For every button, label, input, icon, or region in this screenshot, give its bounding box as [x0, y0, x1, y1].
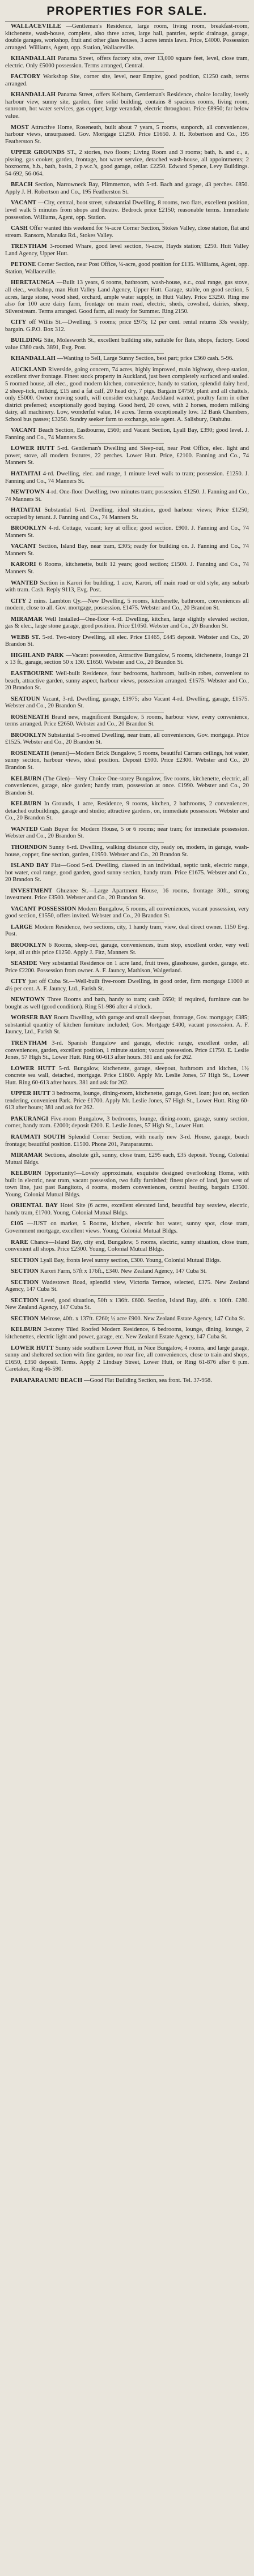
ad-body-text: 3 bedrooms, lounge, dining-room, kitchenette, garage, Govt. loan; just on, section tendering, convenient Park. Price £1700. Apply Mr. Leslie Jones, 57 High St., Lower Hutt. Ring 60-613 after hours; 381 and ask for 262. [5, 1090, 249, 1111]
ad-body-text: Cash Buyer for Modern House, 5 or 6 rooms; near tram; for immediate possession. Webster and Co., 20 Brandon St. [5, 826, 249, 840]
ad-lead-word: CITY [11, 598, 27, 604]
classified-ad [5, 543, 249, 557]
ad-body-text: —Good Flat Building Section, sea front. Tel. 37-958. [83, 1377, 212, 1384]
classified-ad [5, 1116, 249, 1130]
classified-ad [5, 1280, 249, 1294]
ad-body-text: Sunny side southern Lower Hutt, in Nice Bungalow, 4 rooms, and large garage, sunny and sheltered section with fine garden, no rear fire, all conveniences, close to train and shops, £1650, £350 deposit. Terms. Apply 2 Lindsay Street, Lower Hutt, or Ring 61-876 after 6 p.m. Caretaker, Ring 46-590. [5, 1345, 249, 1373]
classified-ad [5, 616, 249, 630]
classified-ad [5, 750, 249, 772]
classified-ad [5, 355, 249, 363]
ad-body-text: Chance—Island Bay, city end, Bungalow, 5 rooms, electric, sunny situation, close tram, convenient all shops. Price £2300. Young, Colonial Mutual Bldgs. [5, 1239, 249, 1253]
ad-separator-rule [90, 179, 164, 180]
ad-body-text: Brand new, magnificent Bungalow, 5 rooms, harbour view, every convenience, terms arranged. Price £2650. Webster and Co., 20 Brandon St. [5, 714, 249, 728]
ad-body-text: off Willis St.—Dwelling, 5 rooms; price £975; 12 per cent. rental returns 33s weekly; bargain. G.P.O. Box 312. [5, 319, 249, 333]
ad-lead-word: LOWER HUTT [11, 445, 55, 452]
classified-ad [5, 1090, 249, 1112]
ad-body-text: Hotel Site (6 acres, excellent elevated land, beautiful bay seaview, electric, handy tram, £1700. Young, Colonial Mutual Bldgs. [5, 1203, 249, 1216]
classified-ad [5, 367, 249, 423]
ad-body-text: Room Dwelling, with garage and small sleepout, frontage, Gov. mortgage; £385; substantial quantity of kitchen furniture included; Gov. Mortgage £400, vacant possession. A. F. Jauncy, Ltd., Farish St. [5, 1015, 249, 1036]
classified-ad [5, 1239, 249, 1253]
ad-lead-word: KHANDALLAH [11, 92, 56, 98]
ad-lead-word: KHANDALLAH [11, 55, 56, 62]
classified-ad [5, 280, 249, 315]
ad-separator-rule [90, 559, 164, 560]
ad-lead-word: EASTBOURNE [11, 671, 53, 677]
classified-ad [5, 1257, 249, 1265]
ad-lead-word: LOWER HUTT [11, 1065, 56, 1072]
ad-lead-word: UPPER GROUNDS [11, 149, 65, 156]
ad-lead-word: VACANT POSSESSION [11, 905, 77, 912]
ad-separator-rule [90, 668, 164, 669]
classified-ad [5, 1015, 249, 1036]
ad-lead-word: NEWTOWN [11, 997, 45, 1003]
classified-ad [5, 942, 249, 956]
ad-lead-word: RAUMATI SOUTH [11, 1134, 66, 1140]
classified-ad [5, 671, 249, 692]
classified-ad [5, 1221, 249, 1235]
ad-lead-word: MOST [11, 124, 29, 131]
ad-lead-word: BROOKLYN [11, 525, 46, 532]
ad-separator-rule [90, 976, 164, 977]
ad-lead-word: RARE [11, 1239, 28, 1246]
ad-body-text: 6 Rooms, sleep-out, garage, conveniences, tram stop, excellent order, very well kept, all at this price £1250. Apply J. Fitz, Manners St. [5, 942, 249, 956]
ad-body-text: Riverside, going concern, 74 acres, highly improved, main highway, sheep station, excellent river frontage. Finest stock property in Auckland, just been completely surfaced and sealed. 5 roomed house, all elec., good modern kitchen, convenience, handy to station, splendid dairy herd, 2 sheep-tick, milking, £15 and a fat calf, 20 head dry, 7 pigs. Bargain £4750; plant and all chattels, only £5000. Owner moving south, will consider exchange. Auckland wanted, poultry farm in other district preferred; exceptionally good buying. Good herd, 20 cows, with 2 horses, modern milking dairy, all machinery. Low, wonderful value, 14 acres. Terms exceptionally low. 12 Bank Chambers, School bus passes; £3250. Sundry seeker farm to exchange, sole agent. A. Salisbury, Otahuhu. [5, 366, 249, 423]
ad-body-text: Wadestown Road, splendid view, Victoria Terrace, selected, £375. New Zealand Agency, 147 Cuba St. [5, 1279, 249, 1293]
classified-ad [5, 1377, 249, 1385]
classified-ad [5, 997, 249, 1011]
ad-lead-word: TRENTHAM [11, 1040, 47, 1046]
classified-ad [5, 1203, 249, 1217]
ad-separator-rule [90, 1012, 164, 1013]
ad-separator-rule [90, 425, 164, 426]
ad-body-text: Melrose, 40ft. x 137ft. £260; ½ acre £900. New Zealand Estate Agency, 147 Cuba St. [40, 1315, 245, 1322]
classified-ad [5, 1152, 249, 1166]
ad-lead-word: SEATOUN [11, 695, 40, 702]
ad-body-text: 5-rd. Two-story Dwelling, all elec. Price £1465, £445 deposit. Webster and Co., 20 Brandon St. [5, 634, 249, 648]
ad-lead-word: PETONE [11, 261, 36, 268]
classified-ad [5, 862, 249, 884]
ad-body-text: Sections, absolute gift, sunny, close tram, £295 each, £35 deposit. Young, Colonial Mutual Bldgs. [5, 1152, 249, 1166]
ad-lead-word: LOWER HUTT [11, 1345, 54, 1351]
ad-body-text: 2 mins. Lambton Qy.—New Dwelling, 5 rooms, kitchenette, bathroom, conveniences all modern, close to all. Gov. mortgage, possession. £1475. Webster and Co., 20 Brandon St. [5, 598, 249, 612]
classified-ad [5, 149, 249, 178]
classified-ad [5, 1040, 249, 1062]
ad-body-text: Substantial 5-roomed Dwelling, near tram, all conveniences, Gov. mortgage. Price £1525. Webster and Co., 20 Brandon St. [5, 732, 249, 746]
ad-lead-word: HIGHLAND PARK [11, 652, 64, 659]
ad-body-text: (tenant)—Modern Brick Bungalow, 5 rooms, beautiful Carrara ceilings, hot water, sunny section, harbour views, ideal position. Deposit £500. Price £2300. Webster and Co., 20 Brandon St. [5, 750, 249, 771]
classified-ad [5, 924, 249, 938]
ad-separator-rule [90, 1324, 164, 1325]
ad-lead-word: ISLAND BAY [11, 862, 49, 869]
ad-lead-word: PAKURANGI [11, 1115, 49, 1122]
ad-body-text: —Vacant possession, Attractive Bungalow, 5 rooms, kitchenette, lounge 21 x 13 ft., garage, section 50 x 130. £1650. Webster and Co., 20 Brandon St. [5, 652, 249, 666]
classified-ad [5, 525, 249, 539]
ad-body-text: ST., 2 stories, two floors; Living Room and 3 rooms; bath, h. and c., a, pissing, gas cooker, garden, frontage, hot water service, detached wash-house, all appointments; 2 boxrooms, h.b., bath, basin, 2 p.w.c.'s, good garage, cellar. £2250. Edward Spence, Levy Buildings. 54-692, 56-064. [5, 149, 249, 177]
ad-lead-word: VACANT [11, 427, 37, 434]
ad-separator-rule [90, 71, 164, 72]
ad-lead-word: KHANDALLAH [11, 355, 56, 362]
ad-separator-rule [90, 277, 164, 278]
ad-body-text: Karori Farm, 57ft x 176ft., £340. New Zealand Agency, 147 Cuba St. [40, 1268, 207, 1275]
classified-ad [5, 801, 249, 822]
ad-body-text: Corner Section, near Post Office, ¼-acre, good position for £135. Williams, Agent, opp. Station, Wallaceville. [5, 261, 249, 275]
ad-separator-rule [90, 1277, 164, 1278]
ad-body-text: 6 Rooms, kitchenette, built 12 years; good section; £1500. J. Fanning and Co., 74 Manners St. [5, 561, 249, 575]
ad-body-text: —JUST on market, 5 Rooms, kitchen, electric hot water, sunny spot, close tram, Government mortgage, excellent views. Young, Colonial Mutual Bldgs. [5, 1221, 249, 1235]
ad-lead-word: UPPER HUTT [11, 1090, 51, 1097]
ad-body-text: Section, Narrowneck Bay, Plimmerton, with 5-rd. Bach and garage, 43 perches. £850. Apply J. H. Robertson and Co., 195 Featherston St. [5, 182, 249, 195]
ad-separator-rule [90, 824, 164, 825]
classified-ad [5, 74, 249, 88]
ad-separator-rule [90, 53, 164, 54]
ad-body-text: Modern Residence, two sections, city, 1 handy tram, view, deal direct owner. 1150 Evg. Post. [5, 924, 249, 938]
ad-body-text: Section, Island Bay, near tram, £305; ready for building on. J. Fanning and Co., 74 Manners St. [5, 543, 249, 557]
classified-ad [5, 225, 249, 239]
ad-body-text: Beach Section, Eastbourne, £560; and Vacant Section, Lyall Bay, £390; good level. J. Fanning and Co., 74 Manners St. [5, 427, 249, 441]
ad-lead-word: HATAITAI [11, 507, 41, 514]
ad-lead-word: ROSENEATH [11, 750, 49, 757]
ad-separator-rule [90, 730, 164, 731]
ad-body-text: 3-storey Tiled Roofed Modern Residence, 6 bedrooms, lounge, dining, lounge, 2 kitchenettes, electric light and power, garage, etc. New Zealand Estate Agency, 147 Cuba St. [5, 1326, 249, 1341]
ad-lead-word: WEBB ST. [11, 634, 40, 641]
ad-body-text: Five-room Bungalow, 3 bedrooms, lounge, dining-room, garage, sunny section, corner, handy tram. £2000; deposit £200. E. Leslie Jones, 57 High St., Lower Hutt. [5, 1115, 249, 1130]
ad-separator-rule [90, 335, 164, 336]
ad-separator-rule [90, 223, 164, 224]
ad-body-text: 3-roomed Whare, good level section, ¼-acre, Hayds station; £250. Hutt Valley Land Agency, Upper Hutt. [5, 243, 249, 257]
classified-ad [5, 844, 249, 858]
ad-separator-rule [90, 994, 164, 995]
ad-separator-rule [90, 1255, 164, 1256]
ad-lead-word: CITY [11, 978, 27, 985]
ad-lead-word: WANTED [11, 579, 38, 586]
ad-lead-word: KELBURN [11, 1326, 41, 1333]
ad-lead-word: SECTION [11, 1315, 39, 1322]
classified-ads-list [5, 23, 249, 1384]
ad-separator-rule [90, 353, 164, 354]
classified-ad [5, 1345, 249, 1373]
ad-body-text: 4-rd. Dwelling, elec. and range, 1 minute level walk to tram; possession. £1250. J. Fanning and Co., 74 Manners St. [5, 470, 249, 484]
classified-ad [5, 826, 249, 840]
ad-lead-word: £105 [11, 1221, 23, 1227]
classified-ad [5, 1316, 249, 1323]
ad-body-text: Flat—Good 5-rd. Dwelling, classed in an individual, septic tank, electric range, hot water, coal range, good garden, good sunny section, handy tram. Price £1675. Webster and Co., 20 Brandon St. [5, 862, 249, 883]
ad-body-text: Modern Bungalow, 5 rooms, all conveniences, vacant possession, very good section, £1550, offers invited. Webster and Co., 20 Brandon St. [5, 905, 249, 920]
ad-separator-rule [90, 860, 164, 861]
classified-ad [5, 92, 249, 120]
ad-separator-rule [90, 259, 164, 260]
classified-ad [5, 1268, 249, 1276]
ad-lead-word: WORSER BAY [11, 1015, 53, 1021]
classified-ad [5, 714, 249, 728]
ad-separator-rule [90, 1218, 164, 1219]
ad-separator-rule [90, 614, 164, 615]
ad-body-text: 4-rd. Cottage, vacant; key at office; good section. £900. J. Fanning and Co., 74 Manners St. [5, 525, 249, 539]
classified-ad [5, 261, 249, 276]
ad-body-text: Sunny 6-rd. Dwelling, walking distance city, ready on, modern, in garage, wash-house, copper, fine section, garden, £1950. Webster and Co., 20 Brandon St. [5, 844, 249, 858]
ad-body-text: just off Cuba St.—Well-built five-room Dwelling, in good order, firm mortgage £1000 at 4½ per cent. A. F. Jauncy, Ltd., Farish St. [5, 978, 249, 992]
ad-body-text: Well Installed—One-floor 4-rd. Dwelling, kitchen, large slightly elevated section, gas & elec., large stone garage, good position. Price £1050. Webster and Co., 20 Brandon St. [5, 616, 249, 630]
ad-separator-rule [90, 122, 164, 123]
ad-separator-rule [90, 842, 164, 843]
ad-body-text: —Gentleman's Residence, large room, living room, breakfast-room, kitchenette, wash-house, complete, also three acres, large hall, pantries, septic drainage, garage, double garages, workshop, fruit and other glass houses, 3 acres tennis lawn. Price, £4000. Possession arranged. Williams, Agent, opp. Station, Wallaceville. [5, 23, 249, 51]
classified-ad [5, 1066, 249, 1087]
ad-separator-rule [90, 1313, 164, 1314]
classified-ad [5, 978, 249, 993]
ad-body-text: 5-rd. Bungalow, kitchenette, garage, sleepout, bathroom and kitchen, 1½ concrete sea wall, detached, mortgage. Price £1600. Apply Mr. Leslie Jones, 57 High St., Lower Hutt. Ring 60-613 after hours. 381 and ask for 262. [5, 1065, 249, 1086]
ad-body-text: Substantial 6-rd. Dwelling, ideal situation, good harbour views; Price £1250; occupied by tenant. J. Fanning and Co., 74 Manners St. [5, 507, 249, 521]
ad-lead-word: AUCKLAND [11, 366, 46, 373]
ad-body-text: Section in Karori for building, 1 acre, Karori, off main road or old style, any suburb with tram. Cash. Reply 9113, Evg. Post. [5, 579, 249, 594]
ad-body-text: —Built 13 years, 6 rooms, bathroom, wash-house, e.c., coal range, gas stove, all elec., workshop, man Hutt Valley Land Agency, Upper Hutt. Garage, stable, on good section, 5 acres, large stone, wood shed, orchard, ample water supply, in Hutt Valley. Price £3250. Ring me also for 100 acre dairy farm, frontage on main road, electric, sheds, cowshed, dairies, sheep, Silverstream. Terms arranged. Good farm, all ready for Summer. Ring 2150. [5, 280, 249, 315]
ad-body-text: Panama Street, offers factory site, over 13,000 square feet, level, close tram, electric. Only £5000 possession. Terms arranged, Central. [5, 55, 249, 69]
ad-separator-rule [90, 541, 164, 542]
ad-body-text: Splendid Corner Section, with nearly new 3-rd. House, garage, beach frontage; beautiful position. £1500. Phone 201, Paraparaumu. [5, 1134, 249, 1148]
ad-lead-word: PARAPARAUMU BEACH [11, 1377, 83, 1384]
ad-lead-word: BROOKLYN [11, 732, 46, 739]
ad-separator-rule [90, 1237, 164, 1238]
classified-ad [5, 634, 249, 649]
ad-body-text: Level, good situation, 50ft x 136ft. £600. Section, Island Bay, 40ft. x 100ft. £280. New Zealand Agency, 147 Cuba St. [5, 1297, 249, 1311]
classified-ad [5, 906, 249, 920]
ad-lead-word: SECTION [11, 1279, 39, 1286]
ad-separator-rule [90, 1088, 164, 1089]
ad-separator-rule [90, 1063, 164, 1064]
ad-separator-rule [90, 147, 164, 148]
ad-body-text: —City, central, boot street, substantial Dwelling, 8 rooms, two flats, excellent position, level walk 5 minutes from shops and theatre. Bedrock price £2150; reasonable terms. Immediate possession. Williams, Agent, opp. Station. [5, 200, 249, 221]
ad-lead-word: CITY [11, 319, 27, 326]
classified-ad [5, 696, 249, 710]
ad-lead-word: SECTION [11, 1297, 39, 1304]
classified-ad [5, 561, 249, 576]
ad-lead-word: FACTORY [11, 74, 41, 80]
ad-lead-word: SEASIDE [11, 960, 37, 967]
classified-ad [5, 580, 249, 594]
classified-ad [5, 23, 249, 51]
classified-ad [5, 888, 249, 902]
ad-lead-word: BEACH [11, 182, 33, 188]
ad-separator-rule [90, 940, 164, 941]
ad-lead-word: ORIENTAL BAY [11, 1203, 58, 1209]
ad-lead-word: MIRAMAR [11, 1152, 43, 1159]
classified-ad [5, 489, 249, 503]
ad-lead-word: THORNDON [11, 844, 47, 851]
classified-ad [5, 960, 249, 974]
ad-body-text: 5-rd. Gentleman's Dwelling and Sleep-out, near Post Office, elec. light and power, stove, all modern features, 22 perches. Lower Hutt. Price, £2100. Fanning and Co., 74 Manners St. [5, 445, 249, 466]
ad-body-text: (The Glen)—Very Choice One-storey Bungalow, five rooms, kitchenette, electric, all conveniences, garage, nice garden; handy tram, possession at once. £1990. Webster and Co., 20 Brandon St. [5, 775, 249, 796]
classified-ad [5, 124, 249, 146]
ad-separator-rule [90, 241, 164, 242]
ad-lead-word: SECTION [11, 1257, 39, 1264]
classified-ad [5, 445, 249, 467]
classified-ad [5, 427, 249, 441]
ad-body-text: Offer wanted this weekend for ¼-acre Corner Section, Stokes Valley, close station, flat and stream. Ransom, Manuka Rd., Stokes Valley. [5, 225, 249, 239]
ad-separator-rule [90, 1375, 164, 1376]
ad-lead-word: CASH [11, 225, 28, 232]
ad-body-text: Three Rooms and bath, handy to tram; cash £650; if required, furniture can be bought as well (good condition). Ring 51-986 after 4 o'clock. [5, 997, 249, 1010]
ad-lead-word: BROOKLYN [11, 942, 46, 948]
ad-separator-rule [90, 650, 164, 651]
ad-body-text: Very substantial Residence on 1 acre land, fruit trees, glasshouse, garden, garage, etc. Price £2200. Possession from owner. A. F. Jauncy, Mathison, Walgerland. [5, 960, 249, 974]
ad-lead-word: SECTION [11, 1268, 39, 1275]
classified-ad [5, 598, 249, 612]
classified-ad [5, 776, 249, 797]
ad-separator-rule [90, 1295, 164, 1296]
ad-lead-word: ROSENEATH [11, 714, 49, 720]
ad-body-text: Panama Street, offers Kelburn, Gentleman's Residence, choice locality, lovely harbour view, sunny site, garden, fine solid building, contains 8 spacious rooms, living room, sunroom, hot water services, gas copper, large verandah, electric throughout. Price £8950; far below value. [5, 92, 249, 120]
ad-lead-word: LARGE [11, 924, 33, 930]
ad-lead-word: MIRAMAR [11, 616, 43, 622]
classified-ad [5, 200, 249, 221]
ad-body-text: Well-built Residence, four bedrooms, bathroom, built-in robes, convenient to beach, attractive garden, sunny aspect, harbour views, possession arranged. £1575. Webster and Co., 20 Brandon St. [5, 671, 249, 692]
classified-ad [5, 1134, 249, 1148]
ad-separator-rule [90, 798, 164, 799]
classified-ad [5, 243, 249, 257]
ad-separator-rule [90, 364, 164, 365]
ad-body-text: Opportunity!—Lovely approximate, exquisite designed overlooking Home, with built in electric, near tram, vacant possession, two fully furnished; finest piece of land, just west of town line, just past Rangitoto, 4 rooms, modern conveniences, central heating, bargain £3500. Young, Colonial Mutual Bldgs. [5, 1170, 249, 1198]
ad-body-text: Site, Molesworth St., excellent building site, suitable for flats, shops, factory. Good value £380 cash. 3891, Evg. Post. [5, 337, 249, 351]
ad-lead-word: VACANT [11, 200, 37, 207]
ad-lead-word: KELBURN [11, 801, 41, 808]
ad-body-text: Workshop Site, corner site, level, near Empire, good position, £1250 cash, terms arranged. [5, 74, 249, 87]
ad-lead-word: HERETAUNGA [11, 280, 55, 286]
ad-body-text: In Grounds, 1 acre, Residence, 9 rooms, kitchen, 2 bathrooms, 2 conveniences, detached outbuildings, garage and studio; attractive gardens, on, immediate possession. Webster and Co., 20 Brandon St. [5, 801, 249, 822]
ad-lead-word: WANTED [11, 826, 38, 832]
ad-body-text: 3-rd. Spanish Bungalow and garage, electric range, excellent order, all conveniences, garden, excellent position, 1 minute station; vacant possession. Price £1750. E. Leslie Jones, 57 High St., Lower Hutt. Ring 60-613 after hours. 381 and ask for 262. [5, 1040, 249, 1061]
classified-ad [5, 1170, 249, 1199]
ad-lead-word: NEWTOWN [11, 489, 45, 496]
ad-lead-word: KARORI [11, 561, 36, 568]
classified-ad [5, 652, 249, 667]
ad-body-text: Lyall Bay, fronts level sunny section, £300. Young, Colonial Mutual Bldgs. [40, 1257, 221, 1264]
ad-separator-rule [90, 89, 164, 90]
ad-separator-rule [90, 1200, 164, 1201]
classified-ad [5, 471, 249, 485]
classified-ad [5, 182, 249, 196]
ad-lead-word: WALLACEVILLE [11, 23, 61, 29]
ad-lead-word: KELBURN [11, 775, 41, 782]
ad-separator-rule [90, 1168, 164, 1169]
ad-lead-word: TRENTHAM [11, 243, 47, 250]
ad-lead-word: VACANT [11, 543, 37, 550]
ad-body-text: Ghuznee St.—Large Apartment House, 16 rooms, frontage 30ft., strong investment. Price £3500. Webster and Co., 20 Brandon St. [5, 887, 249, 901]
ad-separator-rule [90, 958, 164, 959]
ad-body-text: 4-rd. One-floor Dwelling, two minutes tram; possession. £1250. J. Fanning and Co., 74 Manners St. [5, 489, 249, 503]
ad-separator-rule [90, 443, 164, 444]
classified-ad [5, 732, 249, 746]
classified-ad [5, 55, 249, 70]
ad-separator-rule [90, 748, 164, 749]
ad-body-text: Vacant, 3-rd. Dwelling, garage, £1975; also Vacant 4-rd. Dwelling, garage, £1575. Webster and Co., 20 Brandon St. [5, 695, 249, 710]
ad-body-text: Attractive Home, Roseneath, built about 7 years, 5 rooms, sunporch, all conveniences, harbour views, unsurpassed. Gov. Mortgage £1250. Price £1650. J. H. Robertson and Co., 195 Featherston St. [5, 124, 249, 145]
ad-lead-word: KELBURN [11, 1170, 41, 1177]
ad-lead-word: HATAITAI [11, 470, 41, 477]
classified-ad [5, 319, 249, 333]
ad-lead-word: INVESTMENT [11, 887, 53, 894]
ad-lead-word: BUILDING [11, 337, 43, 344]
classified-ad [5, 337, 249, 351]
ad-body-text: —Wanting to Sell, Large Sunny Section, best part; price £360 cash. 5-96. [57, 355, 234, 362]
classified-ad [5, 1326, 249, 1341]
ad-separator-rule [90, 632, 164, 633]
section-heading: PROPERTIES FOR SALE. [5, 3, 249, 22]
classified-ad [5, 507, 249, 521]
classified-ad [5, 1298, 249, 1312]
